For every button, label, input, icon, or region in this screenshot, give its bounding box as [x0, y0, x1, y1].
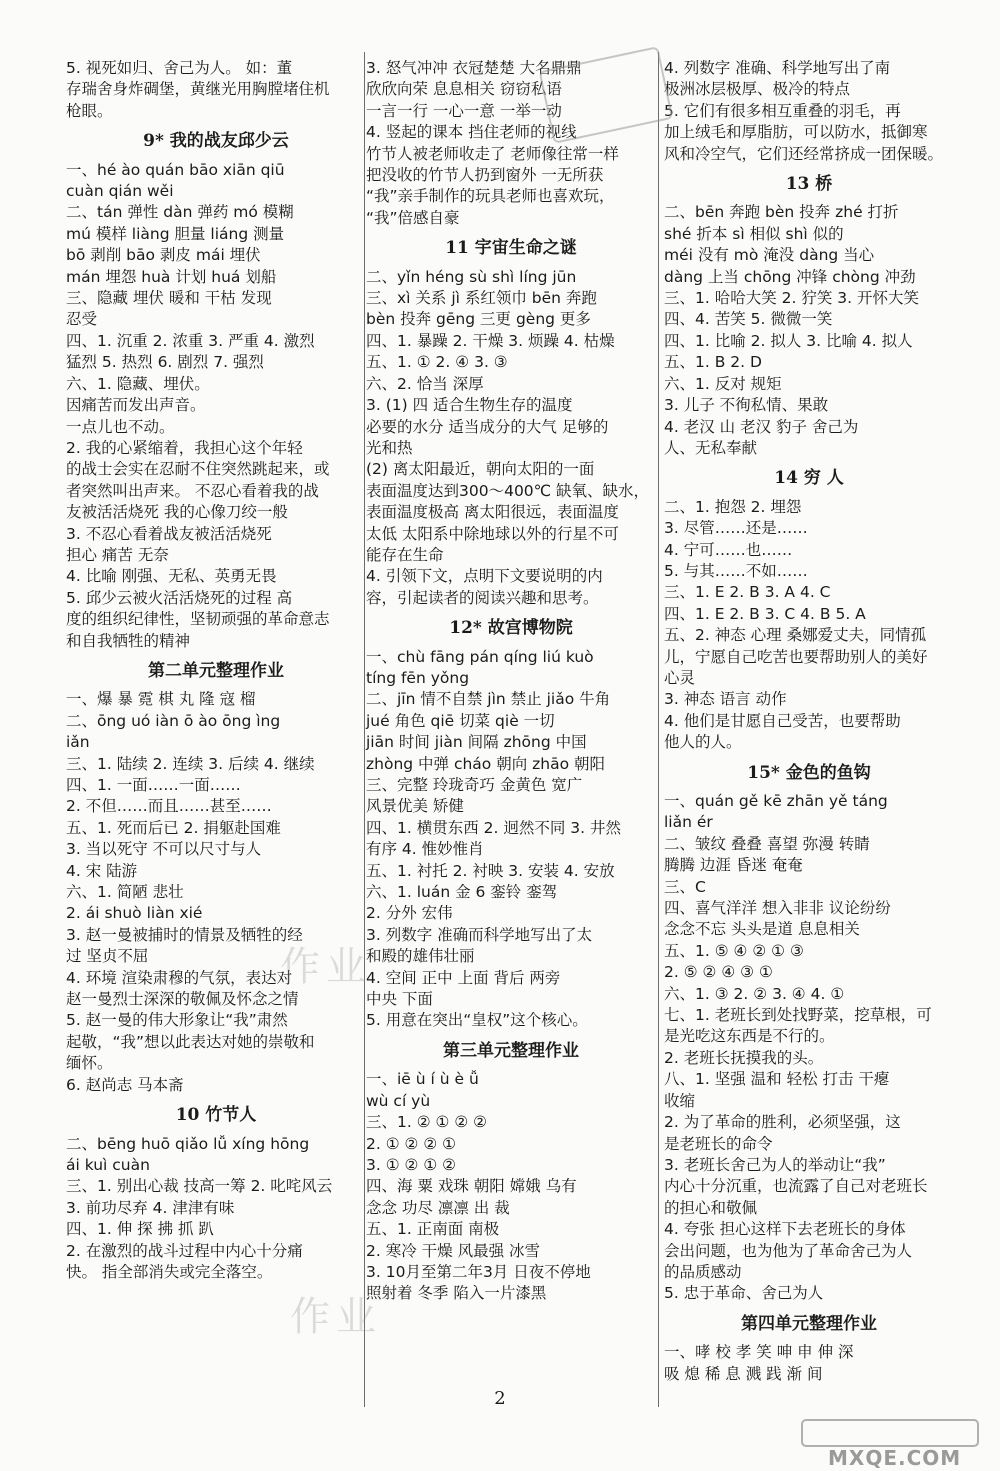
answer-line: 竹节人被老师收走了 老师像往常一样	[366, 144, 619, 163]
answer-line: 七、1. 老班长到处找野菜，挖草根，可	[664, 1006, 932, 1025]
answer-line: 担心 痛苦 无奈	[66, 545, 169, 564]
answer-line: 风景优美 矫健	[366, 797, 464, 816]
answer-line: 必要的水分 适当成分的大气 足够的	[366, 417, 609, 436]
answer-line: 3. 赵一曼被捕时的情景及牺牲的经	[66, 925, 303, 944]
answer-line: 四、1. 横贯东西 2. 迥然不同 3. 井然	[366, 818, 622, 837]
section-heading: 第四单元整理作业	[741, 1313, 877, 1334]
answer-line: 起敬，“我”想以此表达对她的崇敬和	[66, 1032, 315, 1051]
answer-line: 5. 视死如归、舍己为人。 如：董	[66, 59, 293, 77]
answer-line: 4. 环境 渲染肃穆的气氛，表达对	[66, 968, 293, 987]
answer-line: 度的组织纪律性，坚韧顽强的革命意志	[66, 610, 330, 629]
answer-line: 友被活活烧死 我的心像刀绞一般	[66, 503, 288, 522]
answer-line: 六、1. 隐藏、埋伏。	[66, 374, 210, 393]
answer-line: 光和热	[366, 438, 413, 457]
answer-line: 四、1. 一面……一面……	[66, 776, 241, 794]
watermark-2: 作业	[290, 1294, 382, 1340]
answer-line: 四、喜气洋洋 想入非非 议论纷纷	[664, 899, 891, 918]
answer-line: 3. 前功尽弃 4. 津津有味	[66, 1198, 235, 1217]
section-heading: 第三单元整理作业	[443, 1040, 579, 1061]
answer-line: 四、海 粟 戏珠 朝阳 嫦娥 乌有	[366, 1177, 577, 1196]
answer-line: 3. 尽管……还是……	[664, 519, 808, 538]
answer-line: 4. 他们是甘愿自己受苦，也要帮助	[664, 711, 901, 730]
answer-line: 4. 宁可……也……	[664, 540, 793, 559]
answer-line: 表面温度极高 离太阳很远，表面温度	[366, 503, 619, 522]
answer-line: 念念 功尽 凛凛 出 裁	[366, 1198, 510, 1217]
answer-line: cuàn qián wěi	[66, 182, 174, 201]
answer-line: 三、1. E 2. B 3. A 4. C	[664, 583, 831, 602]
answer-line: 3. 当以死守 不可以尺寸与人	[66, 840, 262, 859]
answer-line: 存瑞舍身炸碉堡，黄继光用胸膛堵住机	[66, 80, 330, 99]
answer-line: 3. 列数字 准确而科学地写出了太	[366, 925, 593, 944]
answer-line: 四、4. 苦笑 5. 微微一笑	[664, 310, 833, 329]
section-heading: 9* 我的战友邱少云	[143, 131, 289, 152]
answer-line: 2. 寒冷 干燥 风最强 冰雪	[366, 1241, 540, 1260]
answer-line: 三、1. 别出心裁 技高一筹 2. 叱咤风云	[66, 1177, 333, 1196]
answer-line: ái kuì cuàn	[66, 1155, 150, 1174]
section-heading: 12* 故宫博物院	[449, 618, 573, 639]
answer-line: 表面温度达到300～400℃ 缺氧、缺水，	[366, 481, 650, 500]
answer-line: 3. 神态 语言 动作	[664, 690, 787, 709]
answer-line: 2. 分外 宏伟	[366, 904, 453, 923]
answer-line: liǎn ér	[664, 813, 713, 832]
answer-line: 三、完整 玲珑奇巧 金黄色 宽广	[366, 776, 583, 794]
answer-line: 二、tán 弹性 dàn 弹药 mó 模糊	[66, 203, 294, 222]
answer-line: 的担心和敬佩	[664, 1198, 758, 1217]
answer-line: 一、quán gě kē zhān yě táng	[664, 792, 888, 810]
answer-line: 三、xì 关系 jì 系红领巾 bēn 奔跑	[366, 289, 597, 308]
answer-line: 容，引起读者的阅读兴趣和思考。	[366, 588, 599, 607]
answer-line: 6. 赵尚志 马本斋	[66, 1075, 184, 1094]
answer-line: 六、2. 恰当 深厚	[366, 374, 484, 393]
answer-line: (2) 离太阳最近，朝向太阳的一面	[366, 460, 595, 479]
answer-line: 人、无私奉献	[664, 438, 758, 457]
answer-line: “我”倍感自豪	[366, 208, 460, 227]
answer-line: 二、皱纹 叠叠 喜望 弥漫 转睛	[664, 834, 870, 853]
answer-line: 会出问题，也为他为了革命舍己为人	[664, 1241, 913, 1260]
answer-line: 和殿的雄伟壮丽	[366, 947, 475, 966]
answer-line: 五、1. ⑤ ④ ② ① ③	[664, 941, 804, 960]
answer-line: 二、yǐn héng sù shì líng jūn	[366, 267, 577, 286]
answer-line: 5. 忠于革命、舍己为人	[664, 1284, 824, 1303]
section-heading: 13 桥	[785, 174, 833, 195]
answer-line: 能存在生命	[366, 545, 444, 564]
answer-line: 3. 10月至第二年3月 日夜不停地	[366, 1262, 591, 1281]
answer-line: 5. 它们有很多相互重叠的羽毛，再	[664, 101, 901, 120]
answer-line: 二、ōng uó iàn ō ào ōng ìng	[66, 711, 281, 730]
answer-line: 4. 引领下文，点明下文要说明的内	[366, 567, 603, 586]
answer-line: 三、1. 陆续 2. 连续 3. 后续 4. 继续	[66, 754, 315, 773]
answer-line: 一、iē ù í ù è ǚ	[366, 1070, 479, 1089]
answer-line: 过 坚贞不屈	[66, 947, 149, 966]
answer-line: 一、chù fāng pán qíng liú kuò	[366, 647, 594, 666]
answer-line: 3. 老班长舍己为人的举动让“我”	[664, 1155, 886, 1174]
answer-line: 和自我牺牲的精神	[66, 631, 191, 650]
answer-line: 欣欣向荣 息息相关 窃窃私语	[366, 80, 562, 99]
answer-line: 2. 在激烈的战斗过程中内心十分痛	[66, 1241, 303, 1260]
answer-line: 3. 不忍心看着战友被活活烧死	[66, 524, 272, 543]
answer-line: 儿，宁愿自己吃苦也要帮助别人的美好	[664, 647, 928, 666]
answer-line: bèn 投奔 gēng 三更 gèng 更多	[366, 310, 591, 329]
answer-line: 5. 赵一曼的伟大形象让“我”肃然	[66, 1011, 288, 1030]
answer-line: 五、1. 正南面 南极	[366, 1220, 500, 1239]
answer-line: 四、1. 沉重 2. 浓重 3. 严重 4. 激烈	[66, 331, 315, 350]
answer-line: 4. 宋 陆游	[66, 861, 138, 880]
answer-line: tíng fēn yǒng	[366, 668, 470, 687]
answer-line: mán 埋怨 huà 计划 huá 划船	[66, 267, 277, 286]
answer-line: 忍受	[66, 310, 98, 329]
answer-line: wù cí yù	[366, 1091, 431, 1110]
answer-line: 二、1. 抱怨 2. 埋怨	[664, 497, 802, 516]
answer-line: 照射着 冬季 陷入一片漆黑	[366, 1284, 547, 1303]
answer-line: 是光吃这东西是不行的。	[664, 1027, 835, 1046]
answer-line: 4. 竖起的课本 挡住老师的视线	[366, 123, 577, 142]
answer-line: 2. ⑤ ② ④ ③ ①	[664, 963, 773, 982]
answer-line: 3. 怒气冲冲 衣冠楚楚 大名鼎鼎	[366, 59, 582, 77]
answer-line: 因痛苦而发出声音。	[66, 396, 206, 415]
answer-line: 四、1. E 2. B 3. C 4. B 5. A	[664, 604, 866, 623]
answer-line: 缅怀。	[66, 1054, 113, 1073]
answer-line: 一、哮 校 孝 笑 呻 申 伸 深	[664, 1343, 854, 1362]
answer-line: 2. 不但……而且……甚至……	[66, 797, 272, 816]
answer-line: “我”亲手制作的玩具老师也喜欢玩，	[366, 187, 615, 206]
answer-line: 一点儿也不动。	[66, 417, 175, 436]
answer-line: 太低 太阳系中除地球以外的行星不可	[366, 524, 619, 543]
answer-line: jiān 时间 jiàn 间隔 zhōng 中国	[366, 733, 587, 752]
answer-line: 四、1. 暴躁 2. 干燥 3. 烦躁 4. 枯燥	[366, 331, 615, 350]
answer-line: shé 折本 sì 相似 shì 似的	[664, 224, 844, 243]
answer-line: 内心十分沉重，也流露了自己对老班长	[664, 1177, 928, 1196]
answer-line: 二、jīn 情不自禁 jìn 禁止 jiǎo 牛角	[366, 690, 611, 709]
answer-line: 猛烈 5. 热烈 6. 剧烈 7. 强烈	[66, 353, 264, 372]
answer-line: 五、1. B 2. D	[664, 353, 762, 372]
column-divider-2	[658, 52, 659, 1407]
answer-line: 2. 老班长抚摸我的头。	[664, 1048, 824, 1067]
answer-line: 一言一行 一心一意 一举一动	[366, 101, 562, 120]
answer-line: 中央 下面	[366, 990, 433, 1009]
answer-line: 加上绒毛和厚脂肪，可以防水，抵御寒	[664, 123, 928, 142]
answer-line: 者突然叫出声来。 不忍心看着我的战	[66, 481, 319, 500]
answer-line: 三、C	[664, 877, 706, 896]
answer-line: 三、1. ② ① ② ②	[366, 1113, 488, 1132]
column-left	[66, 58, 366, 1283]
answer-line: 2. 为了革命的胜利，必须坚强，这	[664, 1113, 901, 1132]
answer-line: 4. 空间 正中 上面 背后 两旁	[366, 968, 561, 987]
answer-line: 六、1. 简陋 悲壮	[66, 883, 184, 902]
section-heading: 第二单元整理作业	[148, 660, 284, 681]
answer-line: 2. ái shuò liàn xié	[66, 904, 203, 923]
answer-line: 六、1. 反对 规矩	[664, 374, 782, 393]
answer-line: 2. 我的心紧缩着，我担心这个年轻	[66, 438, 303, 457]
answer-line: 念念不忘 头头是道 息息相关	[664, 920, 860, 939]
page-number: 2	[494, 1388, 506, 1409]
section-heading: 10 竹节人	[175, 1105, 257, 1126]
answer-line: 3. ① ② ① ②	[366, 1155, 457, 1174]
answer-line: 二、bēn 奔跑 bèn 投奔 zhé 打折	[664, 203, 899, 222]
answer-line: 5. 用意在突出“皇权”这个核心。	[366, 1011, 588, 1030]
answer-line: 五、1. 死而后已 2. 捐躯赴国难	[66, 818, 281, 837]
answer-line: 5. 邱少云被火活活烧死的过程 高	[66, 588, 293, 607]
answer-line: 是老班长的命令	[664, 1134, 773, 1153]
section-heading: 11 宇宙生命之谜	[445, 238, 577, 259]
answer-line: 收缩	[664, 1091, 696, 1110]
answer-line: 的战士会实在忍耐不住突然跳起来，或	[66, 460, 330, 479]
answer-line: 六、1. ③ 2. ② 3. ④ 4. ①	[664, 984, 845, 1003]
answer-line: 五、2. 神态 心理 桑娜爱丈夫，同情孤	[664, 626, 927, 645]
answer-line: 2. ① ② ② ①	[366, 1134, 457, 1153]
answer-line: 把没收的竹节人扔到窗外 一无所获	[366, 166, 604, 185]
answer-line: 赵一曼烈士深深的敬佩及怀念之情	[66, 990, 299, 1009]
answer-line: 3. 儿子 不徇私情、果敢	[664, 396, 829, 415]
section-heading: 14 穷 人	[774, 468, 844, 489]
answer-line: 极洲冰层极厚、极冷的特点	[664, 80, 851, 99]
answer-line: mú 模样 liàng 胆量 liáng 测量	[66, 224, 285, 243]
answer-line: 腾腾 边涯 昏迷 奄奄	[664, 856, 803, 875]
answer-line: iǎn	[66, 733, 90, 752]
answer-line: 八、1. 坚强 温和 轻松 打击 干瘪	[664, 1070, 890, 1089]
answer-line: 快。 指全部消失或完全落空。	[66, 1262, 273, 1281]
answer-line: 四、1. 伸 探 拂 抓 趴	[66, 1220, 214, 1239]
answer-line: 四、1. 比喻 2. 拟人 3. 比喻 4. 拟人	[664, 331, 913, 350]
answer-line: 5. 与其……不如……	[664, 561, 808, 580]
answer-line: 4. 夸张 担心这样下去老班长的身体	[664, 1220, 906, 1239]
answer-line: 六、1. luán 金 6 銮铃 銮驾	[366, 883, 558, 902]
watermark-1: 作业	[280, 944, 372, 990]
answer-line: 风和冷空气，它们还经常挤成一团保暖。	[664, 144, 944, 163]
answer-line: 4. 老汉 山 老汉 豹子 舍己为	[664, 417, 859, 436]
column-middle	[366, 58, 656, 1305]
answer-line: 3. (1) 四 适合生物生存的温度	[366, 396, 573, 415]
answer-line: 心灵	[664, 668, 696, 687]
column-right	[664, 58, 954, 1385]
answer-line: méi 没有 mò 淹没 dàng 当心	[664, 246, 875, 265]
answer-line: 有序 4. 惟妙惟肖	[366, 840, 484, 859]
answer-line: bō 剥削 bāo 剥皮 mái 埋伏	[66, 246, 261, 265]
answer-line: 4. 列数字 准确、科学地写出了南	[664, 59, 891, 77]
answer-line: zhòng 中弹 cháo 朝向 zhāo 朝阳	[366, 754, 606, 773]
answer-line: 五、1. ① 2. ④ 3. ③	[366, 353, 508, 372]
answer-line: 三、1. 哈哈大笑 2. 狞笑 3. 开怀大笑	[664, 289, 920, 308]
answer-line: 一、爆 暴 霓 棋 丸 隆 寇 榴	[66, 690, 256, 709]
answer-line: 的品质感动	[664, 1262, 742, 1281]
answer-line: 他人的人。	[664, 733, 742, 752]
answer-line: 一、hé ào quán bāo xiān qiū	[66, 160, 285, 179]
answer-line: 枪眼。	[66, 101, 113, 120]
answer-line: 4. 比喻 刚强、无私、英勇无畏	[66, 567, 277, 586]
answer-line: 吸 熄 稀 息 溅 践 渐 间	[664, 1364, 823, 1383]
site-logo-url: MXQE.COM	[828, 1446, 962, 1470]
answer-line: dàng 上当 chōng 冲锋 chòng 冲劲	[664, 267, 916, 286]
section-heading: 15* 金色的鱼钩	[747, 762, 871, 783]
answer-line: 五、1. 衬托 2. 衬映 3. 安装 4. 安放	[366, 861, 615, 880]
answer-line: jué 角色 qiē 切菜 qiè 一切	[366, 711, 555, 730]
answer-line: 三、隐藏 埋伏 暖和 干枯 发现	[66, 289, 272, 308]
answer-line: 二、bēng huō qiǎo lǚ xíng hōng	[66, 1134, 310, 1153]
